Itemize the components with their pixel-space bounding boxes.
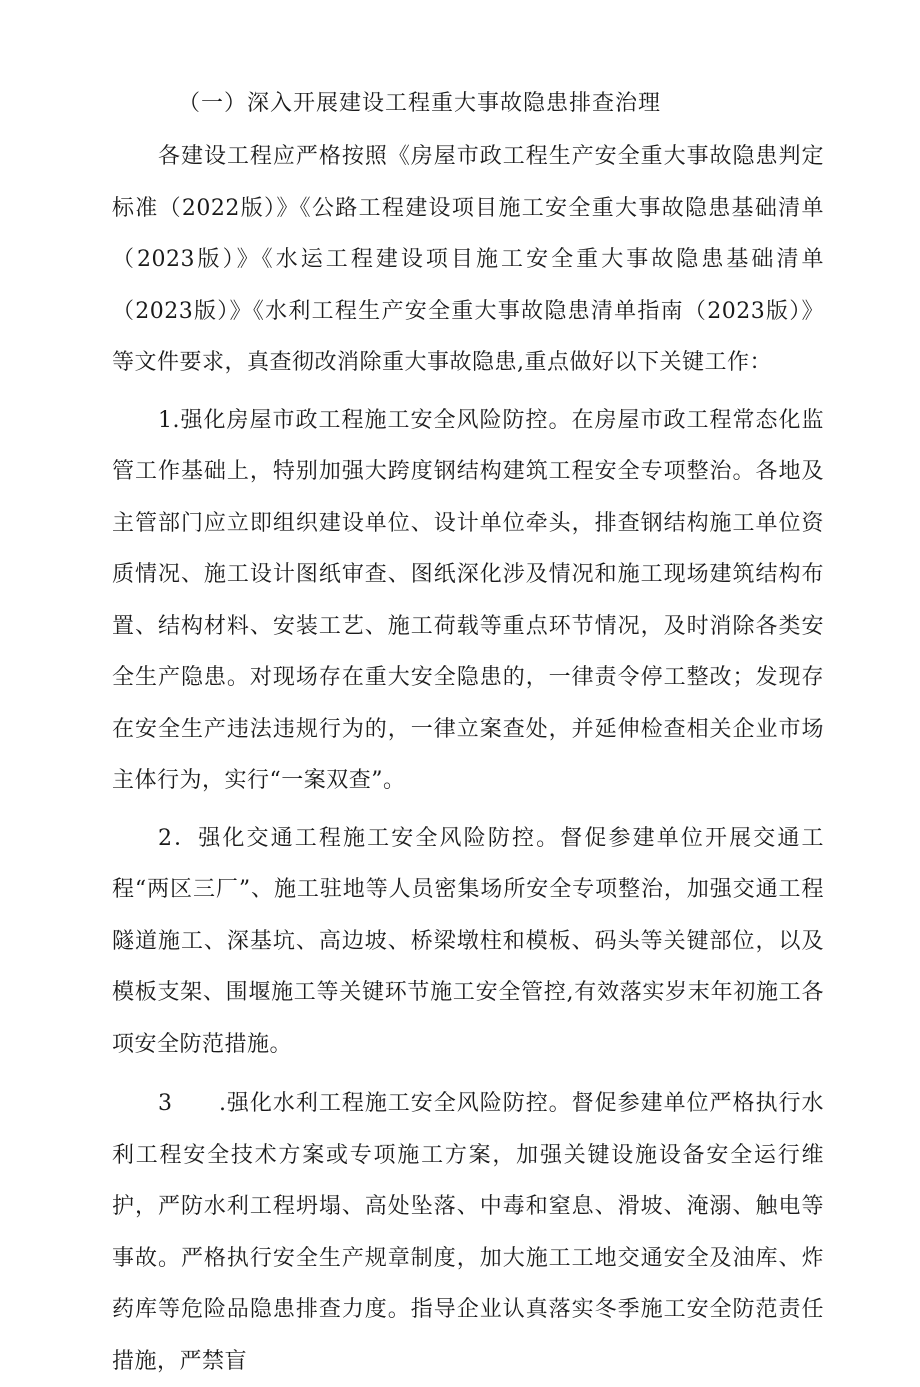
housing-municipal-paragraph: 1.强化房屋市政工程施工安全风险防控。在房屋市政工程常态化监管工作基础上，特别加强大跨度钢结构建筑工程安全专项整治。各地及主管部门应立即组织建设单位、设计单位牵头，排查钢结构施工单位资质情况、施工设计图纸审查、图纸深化涉及情况和施工现场建筑结构布置、结构材料、安装工艺、施工荷载等重点环节情况，及时消除各类安全生产隐患。对现场存在重大安全隐患的，一律责令停工整改；发现存在安全生产违法违规行为的，一律立案查处，并延伸检查相关企业市场主体行为，实行“一案双查”。 (112, 407, 824, 793)
section-heading: （一）深入开展建设工程重大事故隐患排查治理 (178, 91, 662, 116)
transport-paragraph: 2．强化交通工程施工安全风险防控。督促参建单位开展交通工程“两区三厂”、施工驻地等人员密集场所安全专项整治，加强交通工程隧道施工、深基坑、高边坡、桥梁墩柱和模板、码头等关键部位，以及模板支架、围堰施工等关键环节施工安全管控,有效落实岁末年初施工各项安全防范措施。 (112, 825, 824, 1057)
water-conservancy-paragraph: 3 .强化水利工程施工安全风险防控。督促参建单位严格执行水利工程安全技术方案或专项施工方案，加强关键设施设备安全运行维护，严防水利工程坍塌、高处坠落、中毒和窒息、滑坡、淹溺、触电等事故。严格执行安全生产规章制度，加大施工工地交通安全及油库、炸药库等危险品隐患排查力度。指导企业认真落实冬季施工安全防范责任措施，严禁盲 (112, 1091, 824, 1374)
intro-paragraph: 各建设工程应严格按照《房屋市政工程生产安全重大事故隐患判定标准（2022版）》《公路工程建设项目施工安全重大事故隐患基础清单（2023版）》《水运工程建设项目施工安全重大事故隐患基础清单（2023版）》《水利工程生产安全重大事故隐患清单指南（2023版）》等文件要求，真查彻改消除重大事故隐患,重点做好以下关键工作： (112, 144, 824, 375)
document-page (112, 78, 824, 1387)
